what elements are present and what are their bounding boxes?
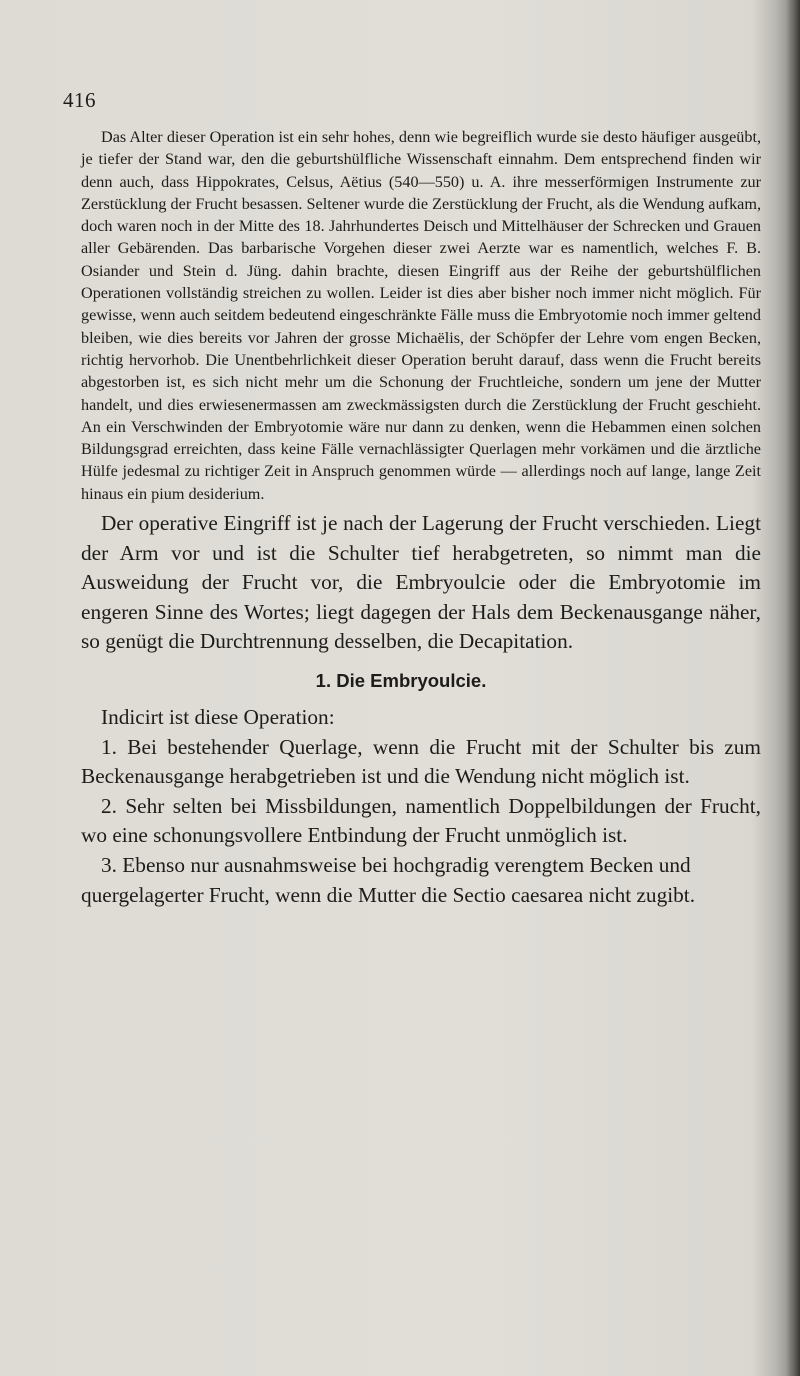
operative-procedure-paragraph: Der operative Eingriff ist je nach der Lagerung der Frucht verschieden. Liegt der Arm vor und ist die Schulter tief herabgetreten, so nimmt man die Ausweidung der Frucht vor, die Embryoulcie oder die Embryotomie im engeren Sinne des Wortes; liegt dagegen der Hals dem Beckenausgange näher, so genügt die Durchtrennung desselben, die Decapitation. xyxy=(81,511,761,654)
indication-item: 3. Ebenso nur ausnahmsweise bei hochgradig verengtem Becken und quergelagerter Frucht, wenn die Mutter die Sectio caesarea nicht zugibt. xyxy=(81,852,696,907)
page-edge-shadow xyxy=(786,0,800,1376)
page-number: 416 xyxy=(63,88,96,112)
page-body xyxy=(81,126,761,910)
history-paragraph: Das Alter dieser Operation ist ein sehr hohes, denn wie begreiflich wurde sie desto häufiger ausgeübt, je tiefer der Stand war, den die geburtshülfliche Wissenschaft einnahm. Dem entsprechend finden wir denn auch, dass Hippokrates, Celsus, Aëtius (540—550) u. A. ihre messerförmigen Instrumente zur Zerstücklung der Frucht besassen. Seltener wurde die Zerstücklung der Frucht, als die Wendung aufkam, doch waren noch in der Mitte des 18. Jahrhundertes Deisch und Mittelhäuser der Schrecken und Grauen aller Gebärenden. Das barbarische Vorgehen dieser zwei Aerzte war es namentlich, welches F. B. Osiander und Stein d. Jüng. dahin brachte, diesen Eingriff aus der Reihe der geburtshülflichen Operationen vollständig streichen zu wollen. Leider ist dies aber bisher noch immer nicht möglich. Für gewisse, wenn auch seitdem bedeutend eingeschränkte Fälle muss die Embryotomie noch immer geltend bleiben, wie dies bereits vor Jahren der grosse Michaëlis, der Schöpfer der Lehre vom engen Becken, richtig hervorhob. Die Unentbehrlichkeit dieser Operation beruht darauf, dass wenn die Frucht bereits abgestorben ist, es sich nicht mehr um die Schonung der Fruchtleiche, sondern um jene der Mutter handelt, und dies erwiesenermassen am zweckmässigsten durch die Zerstücklung der Frucht geschieht. An ein Verschwinden der Embryotomie wäre nur dann zu denken, wenn die Hebammen einen solchen Bildungsgrad erreichten, dass keine Fälle vernachlässigter Querlagen mehr vorkämen und die ärztliche Hülfe jedesmal zu richtiger Zeit in Anspruch genommen würde — allerdings noch auf lange, lange Zeit hinaus ein pium desiderium. xyxy=(81,128,761,503)
main-print-block xyxy=(81,509,761,910)
indication-item: 2. Sehr selten bei Missbildungen, namentlich Doppelbildungen der Frucht, wo eine schonungsvollere Entbindung der Frucht unmöglich ist. xyxy=(81,793,761,848)
indication-item: 1. Bei bestehender Querlage, wenn die Frucht mit der Schulter bis zum Beckenausgange herabgetrieben ist und die Wendung nicht möglich ist. xyxy=(81,734,761,789)
indication-list xyxy=(81,703,761,910)
section-heading: 1. Die Embryoulcie. xyxy=(315,670,487,692)
small-print-block xyxy=(81,126,761,505)
indication-intro: Indicirt ist diese Operation: xyxy=(101,705,335,730)
